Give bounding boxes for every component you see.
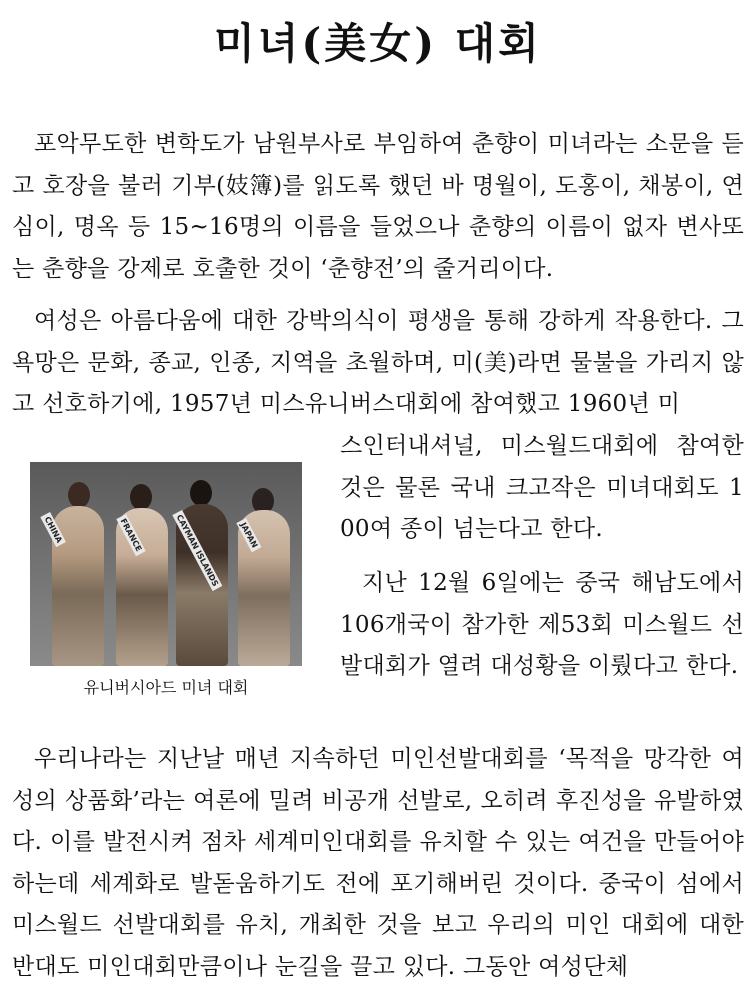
paragraph-beauty-desire-continued: 스인터내셔널, 미스월드대회에 참여한 것은 물론 국내 크고작은 미녀대회도 100여 종이 넘는다고 한다. — [340, 433, 744, 542]
paragraph-beauty-desire: 여성은 아름다움에 대한 강박의식이 평생을 통해 강하게 작용한다. 그 욕망은 문화, 종교, 인종, 지역을 초월하며, 미(美)라면 물불을 가리지 않고 선호하기에, 1957년 미스유니버스대회에 참여했고 1960년 미 — [12, 308, 744, 417]
photo-caption: 유니버시아드 미녀 대회 — [83, 678, 249, 697]
sash-label: JAPAN — [236, 518, 261, 552]
sash-label: CAYMAN ISLANDS — [172, 510, 222, 591]
pageant-photo — [30, 462, 302, 666]
contestant-head — [190, 480, 212, 506]
contestant-head — [68, 482, 90, 508]
article-title: 미녀(美女) 대회 — [214, 19, 542, 68]
sash-label: CHINA — [40, 512, 66, 548]
paragraph-miss-world: 지난 12월 6일에는 중국 해남도에서 106개국이 참가한 제53회 미스월드 선발대회가 열려 대성황을 이뤘다고 한다. — [340, 570, 744, 679]
paragraph-korea-pageants: 우리나라는 지난날 매년 지속하던 미인선발대회를 ‘목적을 망각한 여성의 상품화’라는 여론에 밀려 비공개 선발로, 오히려 후진성을 유발하였다. 이를 발전시켜 점차 세계미인대회를 유치할 수 있는 여건을 만들어야 하는데 세계화로 발돋움하기도 전에 포기해버린 것이다. 중국이 섬에서 미스월드 선발대회를 유치, 개최한 것을 보고 우리의 미인 대회에 대한 반대도 미인대회만큼이나 눈길을 끌고 있다. 그동안 여성단체 — [12, 746, 744, 980]
paragraph-chunhyang: 포악무도한 변학도가 남원부사로 부임하여 춘향이 미녀라는 소문을 듣고 호장을 불러 기부(妓簿)를 읽도록 했던 바 명월이, 도홍이, 채봉이, 연심이, 명옥 등 15~16명의 이름을 들었으나 춘향의 이름이 없자 변사또는 춘향을 강제로 호출한 것이 ‘춘향전’의 줄거리이다. — [12, 131, 744, 282]
sash-label: FRANCE — [116, 514, 145, 556]
contestant-head — [130, 484, 152, 510]
